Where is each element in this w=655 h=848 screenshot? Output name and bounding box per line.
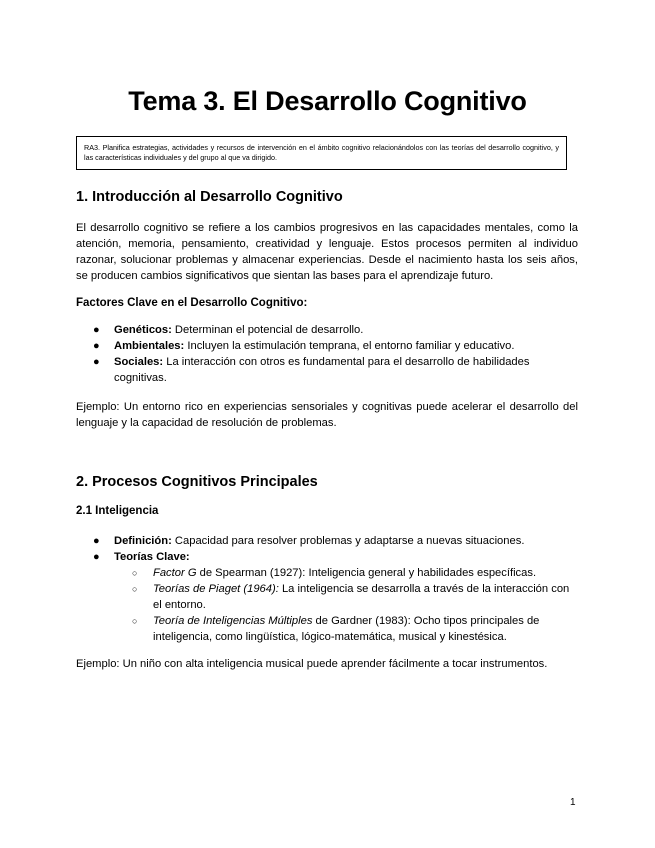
section-1-heading: 1. Introducción al Desarrollo Cognitivo [76, 189, 343, 205]
section-1-paragraph: El desarrollo cognitivo se refiere a los cambios progresivos en las capacidades mentales, como la atención, memoria, pensamiento, creatividad y lenguaje. Estos procesos permiten al individuo razonar, solucionar problemas y almacenar experiencias. Desde el nacimiento hasta los seis años, se producen cambios significativos que sientan las bases para el aprendizaje futuro. [76, 222, 578, 282]
theory-name: Teoría de Inteligencias Múltiples [153, 615, 313, 627]
factor-text: Incluyen la estimulación temprana, el entorno familiar y educativo. [184, 340, 515, 352]
list-item [76, 338, 576, 354]
page-title: Tema 3. El Desarrollo Cognitivo [128, 86, 527, 116]
intelligence-list [76, 533, 576, 645]
list-item [76, 322, 576, 338]
theory-name: Factor G [153, 567, 197, 579]
factor-term: Ambientales: [114, 340, 185, 352]
theory-name: Teorías de Piaget (1964): [153, 583, 279, 595]
bullet-icon: ● [93, 356, 100, 368]
theory-text: de Spearman (1927): Inteligencia general y habilidades específicas. [196, 567, 537, 579]
list-item [76, 533, 576, 549]
bullet-icon: ● [93, 535, 100, 547]
theories-list [114, 565, 576, 645]
section-1-example: Ejemplo: Un entorno rico en experiencias sensoriales y cognitivas puede acelerar el desarrollo del lenguaje y la capacidad de resolución de problemas. [76, 401, 578, 429]
definition-term: Definición: [114, 535, 172, 547]
bullet-icon: ● [93, 340, 100, 352]
factor-term: Genéticos: [114, 324, 172, 336]
factors-list [76, 322, 576, 386]
list-item [114, 565, 576, 581]
factor-term: Sociales: [114, 356, 164, 368]
theories-term: Teorías Clave: [114, 551, 190, 563]
circle-bullet-icon: ○ [132, 616, 138, 626]
page-number: 1 [570, 797, 576, 808]
list-item [114, 613, 576, 645]
bullet-icon: ● [93, 551, 100, 563]
factors-heading: Factores Clave en el Desarrollo Cognitivo: [76, 297, 308, 309]
definition-text: Capacidad para resolver problemas y adaptarse a nuevas situaciones. [171, 535, 525, 547]
circle-bullet-icon: ○ [132, 584, 138, 594]
list-item [114, 581, 576, 613]
list-item [76, 549, 576, 645]
subsection-2-1-heading: 2.1 Inteligencia [76, 505, 159, 517]
circle-bullet-icon: ○ [132, 568, 138, 578]
bullet-icon: ● [93, 324, 100, 336]
factor-text: Determinan el potencial de desarrollo. [171, 324, 364, 336]
section-2-heading: 2. Procesos Cognitivos Principales [76, 474, 318, 490]
theory-text: de Gardner (1983): Ocho tipos principales de inteligencia, como lingüística, lógico-matemática, musical y kinestésica. [153, 615, 540, 643]
section-2-example: Ejemplo: Un niño con alta inteligencia musical puede aprender fácilmente a tocar instrumentos. [76, 658, 548, 670]
list-item [76, 354, 576, 386]
learning-outcome-box: RA3. Planifica estrategias, actividades y recursos de intervención en el ámbito cognitivo relacionándolos con las teorías del desarrollo cognitivo, y las características individuales y del grupo al que va dirigido. [76, 136, 567, 170]
theory-text: La inteligencia se desarrolla a través de la interacción con el entorno. [153, 583, 570, 611]
factor-text: La interacción con otros es fundamental para el desarrollo de habilidades cognitivas. [114, 356, 530, 384]
